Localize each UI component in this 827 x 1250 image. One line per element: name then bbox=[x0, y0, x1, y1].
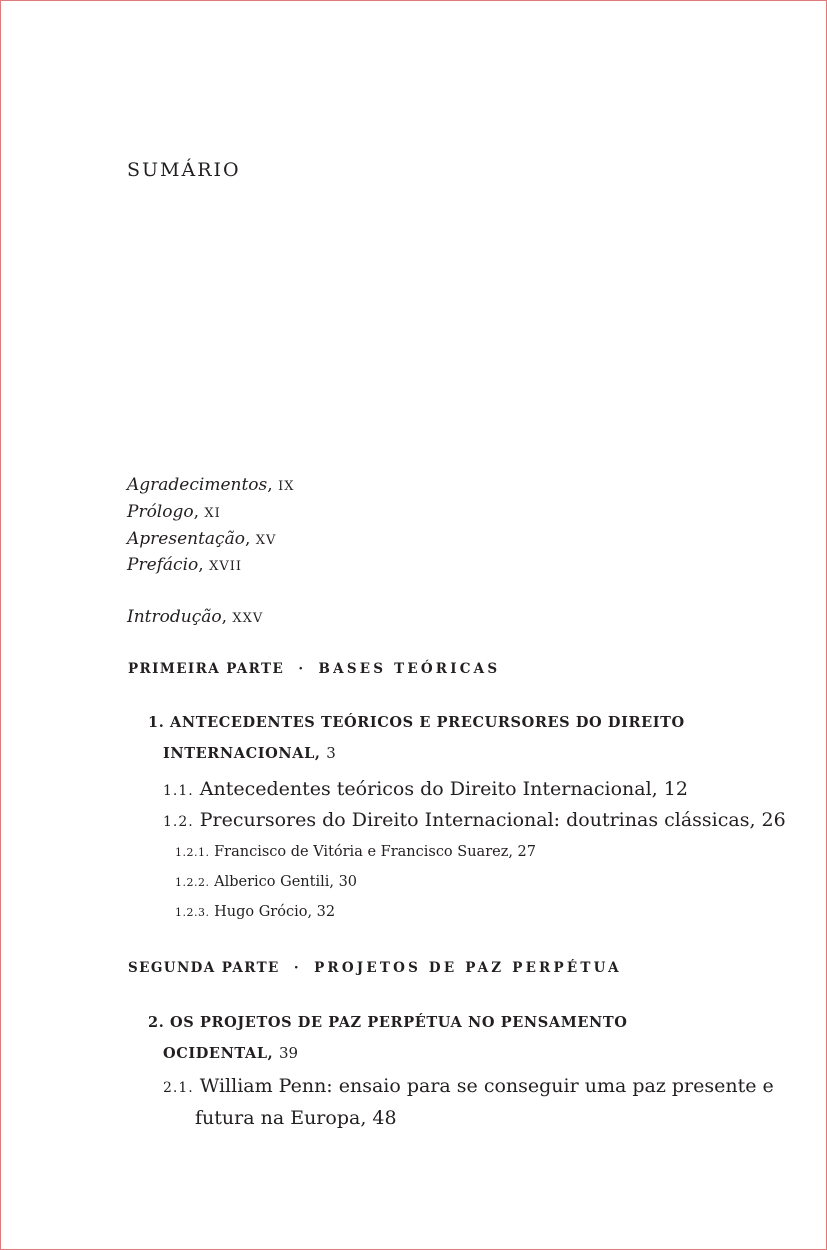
subsection-1-2-3 bbox=[175, 904, 335, 920]
section-1-2 bbox=[163, 809, 786, 831]
chapter-2-heading-cont bbox=[163, 1044, 298, 1062]
toc-entry-apresentacao: Apresentação, XV bbox=[127, 529, 277, 549]
subsection-number: 1.2.2. bbox=[175, 876, 210, 889]
subsection-title: Francisco de Vitória e Francisco Suarez, 27 bbox=[214, 844, 537, 860]
toc-entry-introducao: Introdução, XXV bbox=[127, 607, 264, 627]
chapter-title-line2: INTERNACIONAL, bbox=[163, 745, 321, 762]
section-title: Precursores do Direito Internacional: doutrinas clássicas, 26 bbox=[199, 809, 786, 831]
section-title-line2: futura na Europa, 48 bbox=[195, 1107, 397, 1129]
toc-entry-prologo: Prólogo, XI bbox=[127, 502, 221, 522]
section-2-1 bbox=[163, 1075, 774, 1097]
part-heading-1 bbox=[128, 661, 500, 677]
entry-page: XV bbox=[255, 533, 277, 548]
subsection-number: 1.2.1. bbox=[175, 846, 210, 859]
toc-entry-prefacio: Prefácio, XVII bbox=[127, 555, 242, 575]
subsection-title: Alberico Gentili, 30 bbox=[214, 874, 358, 890]
entry-title: Apresentação bbox=[127, 529, 245, 549]
chapter-title-line1: ANTECEDENTES TEÓRICOS E PRECURSORES DO DIREITO bbox=[170, 714, 685, 731]
part-title: PROJETOS DE PAZ PERPÉTUA bbox=[314, 960, 622, 976]
part-heading-2 bbox=[128, 960, 622, 976]
section-2-1-cont bbox=[195, 1107, 397, 1129]
entry-page: IX bbox=[278, 479, 295, 494]
chapter-title-line2: OCIDENTAL, bbox=[163, 1045, 274, 1062]
entry-title: Introdução bbox=[127, 607, 222, 627]
chapter-title-line1: OS PROJETOS DE PAZ PERPÉTUA NO PENSAMENTO bbox=[170, 1014, 628, 1031]
page-title: SUMÁRIO bbox=[127, 159, 241, 181]
chapter-1-heading-cont bbox=[163, 744, 336, 762]
section-title: Antecedentes teóricos do Direito Internacional, 12 bbox=[199, 778, 688, 800]
entry-page: XXV bbox=[232, 611, 264, 626]
entry-title: Prefácio bbox=[127, 555, 199, 575]
chapter-page: 3 bbox=[326, 744, 336, 762]
section-number: 1.2. bbox=[163, 814, 194, 830]
subsection-1-2-1 bbox=[175, 844, 536, 860]
part-label: SEGUNDA PARTE bbox=[128, 960, 280, 976]
part-title: BASES TEÓRICAS bbox=[318, 661, 501, 677]
chapter-number: 2. bbox=[148, 1014, 165, 1031]
chapter-number: 1. bbox=[148, 714, 165, 731]
entry-page: XVII bbox=[209, 559, 242, 574]
section-1-1 bbox=[163, 778, 688, 800]
section-number: 2.1. bbox=[163, 1080, 194, 1096]
chapter-2-heading bbox=[148, 1014, 627, 1031]
section-title-line1: William Penn: ensaio para se conseguir uma paz presente e bbox=[199, 1075, 774, 1097]
entry-title: Prólogo bbox=[127, 502, 194, 522]
subsection-1-2-2 bbox=[175, 874, 357, 890]
chapter-page: 39 bbox=[278, 1044, 299, 1062]
chapter-1-heading bbox=[148, 714, 685, 731]
part-separator: · bbox=[293, 960, 300, 976]
toc-entry-agradecimentos: Agradecimentos, IX bbox=[127, 475, 295, 495]
part-label: PRIMEIRA PARTE bbox=[128, 661, 285, 677]
entry-title: Agradecimentos bbox=[127, 475, 268, 495]
entry-page: XI bbox=[204, 506, 221, 521]
subsection-number: 1.2.3. bbox=[175, 906, 210, 919]
section-number: 1.1. bbox=[163, 783, 194, 799]
part-separator: · bbox=[298, 661, 305, 677]
subsection-title: Hugo Grócio, 32 bbox=[214, 904, 336, 920]
